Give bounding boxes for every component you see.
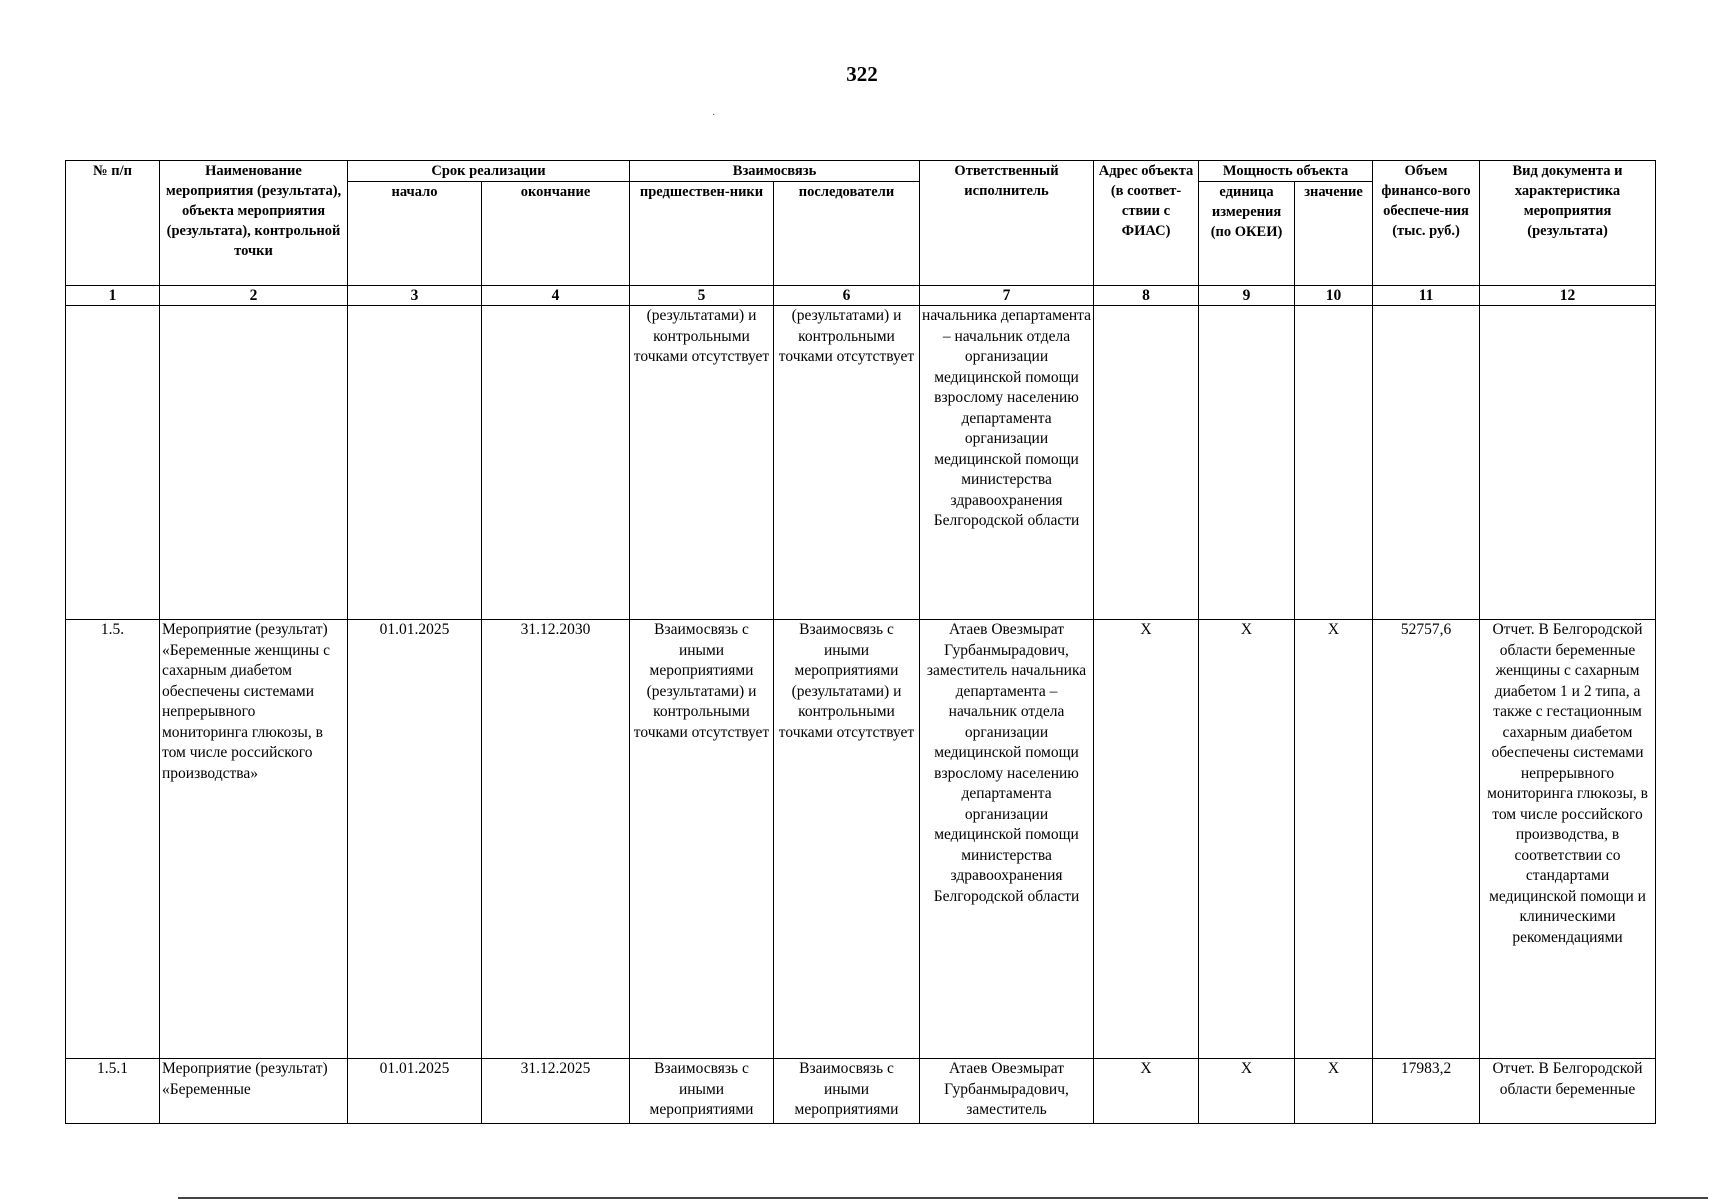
cell-doc — [1480, 306, 1656, 620]
cell-finance: 52757,6 — [1373, 620, 1480, 1059]
cell-finance: 17983,2 — [1373, 1059, 1480, 1124]
page-edge-line — [178, 1197, 1708, 1199]
cell-successors: Взаимосвязь с иными мероприятиями — [774, 1059, 920, 1124]
header-number: № п/п — [66, 161, 160, 286]
page-number: 322 — [846, 62, 878, 86]
cell-unit: X — [1199, 620, 1295, 1059]
column-number-row — [66, 286, 1656, 306]
cell-predecessors: Взаимосвязь с иными мероприятиями (результатами) и контрольными точками отсутствует — [630, 620, 774, 1059]
cell-number — [66, 306, 160, 620]
cell-start: 01.01.2025 — [348, 1059, 482, 1124]
cell-predecessors: (результатами) и контрольными точками отсутствует — [630, 306, 774, 620]
column-number: 9 — [1199, 286, 1295, 306]
cell-value: X — [1295, 1059, 1373, 1124]
header-period-end: окончание — [482, 182, 630, 286]
cell-successors: (результатами) и контрольными точками отсутствует — [774, 306, 920, 620]
header-finance: Объем финансо-вого обеспече-ния (тыс. руб.) — [1373, 161, 1480, 286]
cell-number: 1.5. — [66, 620, 160, 1059]
column-number: 5 — [630, 286, 774, 306]
cell-end: 31.12.2025 — [482, 1059, 630, 1124]
cell-end: 31.12.2030 — [482, 620, 630, 1059]
header-relation: Взаимосвязь — [630, 161, 920, 182]
cell-finance — [1373, 306, 1480, 620]
cell-name: Мероприятие (результат) «Беременные — [160, 1059, 348, 1124]
header-period: Срок реализации — [348, 161, 630, 182]
cell-end — [482, 306, 630, 620]
column-number: 2 — [160, 286, 348, 306]
cell-address: X — [1094, 1059, 1199, 1124]
cell-doc: Отчет. В Белгородской области беременные — [1480, 1059, 1656, 1124]
table-row — [66, 306, 1656, 620]
cell-executor: Атаев Овезмырат Гурбанмырадович, заместитель начальника департамента – начальник отдела организации медицинской помощи взрослому населению департамента организации медицинской помощи министерства здравоохранения Белгородской области — [920, 620, 1094, 1059]
column-number: 8 — [1094, 286, 1199, 306]
column-number: 11 — [1373, 286, 1480, 306]
cell-predecessors: Взаимосвязь с иными мероприятиями — [630, 1059, 774, 1124]
scan-speck: · — [712, 110, 716, 121]
header-relation-predecessors: предшествен-ники — [630, 182, 774, 286]
column-number: 6 — [774, 286, 920, 306]
header-period-start: начало — [348, 182, 482, 286]
cell-name: Мероприятие (результат) «Беременные женщины с сахарным диабетом обеспечены системами непрерывного мониторинга глюкозы, в том числе российского производства» — [160, 620, 348, 1059]
column-number: 10 — [1295, 286, 1373, 306]
header-capacity-value: значение — [1295, 182, 1373, 286]
cell-name — [160, 306, 348, 620]
header-doc-type: Вид документа и характеристика мероприятия (результата) — [1480, 161, 1656, 286]
cell-unit: X — [1199, 1059, 1295, 1124]
column-number: 3 — [348, 286, 482, 306]
cell-unit — [1199, 306, 1295, 620]
cell-executor: Атаев Овезмырат Гурбанмырадович, заместитель — [920, 1059, 1094, 1124]
cell-address: X — [1094, 620, 1199, 1059]
header-capacity: Мощность объекта — [1199, 161, 1373, 182]
table-row — [66, 1059, 1656, 1124]
cell-executor: начальника департамента – начальник отдела организации медицинской помощи взрослому населению департамента организации медицинской помощи министерства здравоохранения Белгородской области — [920, 306, 1094, 620]
column-number: 4 — [482, 286, 630, 306]
cell-value — [1295, 306, 1373, 620]
table-row — [66, 620, 1656, 1059]
cell-number: 1.5.1 — [66, 1059, 160, 1124]
cell-value: X — [1295, 620, 1373, 1059]
cell-address — [1094, 306, 1199, 620]
header-name: Наименование мероприятия (результата), объекта мероприятия (результата), контрольной точки — [160, 161, 348, 286]
cell-start — [348, 306, 482, 620]
header-capacity-unit: единица измерения (по ОКЕИ) — [1199, 182, 1295, 286]
header-relation-successors: последователи — [774, 182, 920, 286]
column-number: 12 — [1480, 286, 1656, 306]
implementation-plan-table — [65, 160, 1656, 1124]
column-number: 7 — [920, 286, 1094, 306]
column-number: 1 — [66, 286, 160, 306]
header-executor: Ответственный исполнитель — [920, 161, 1094, 286]
cell-start: 01.01.2025 — [348, 620, 482, 1059]
header-address: Адрес объекта (в соответ-ствии с ФИАС) — [1094, 161, 1199, 286]
cell-doc: Отчет. В Белгородской области беременные женщины с сахарным диабетом 1 и 2 типа, а также с гестационным сахарным диабетом обеспечены системами непрерывного мониторинга глюкозы, в том числе российского производства, в соответствии со стандартами медицинской помощи и клиническими рекомендациями — [1480, 620, 1656, 1059]
cell-successors: Взаимосвязь с иными мероприятиями (результатами) и контрольными точками отсутствует — [774, 620, 920, 1059]
